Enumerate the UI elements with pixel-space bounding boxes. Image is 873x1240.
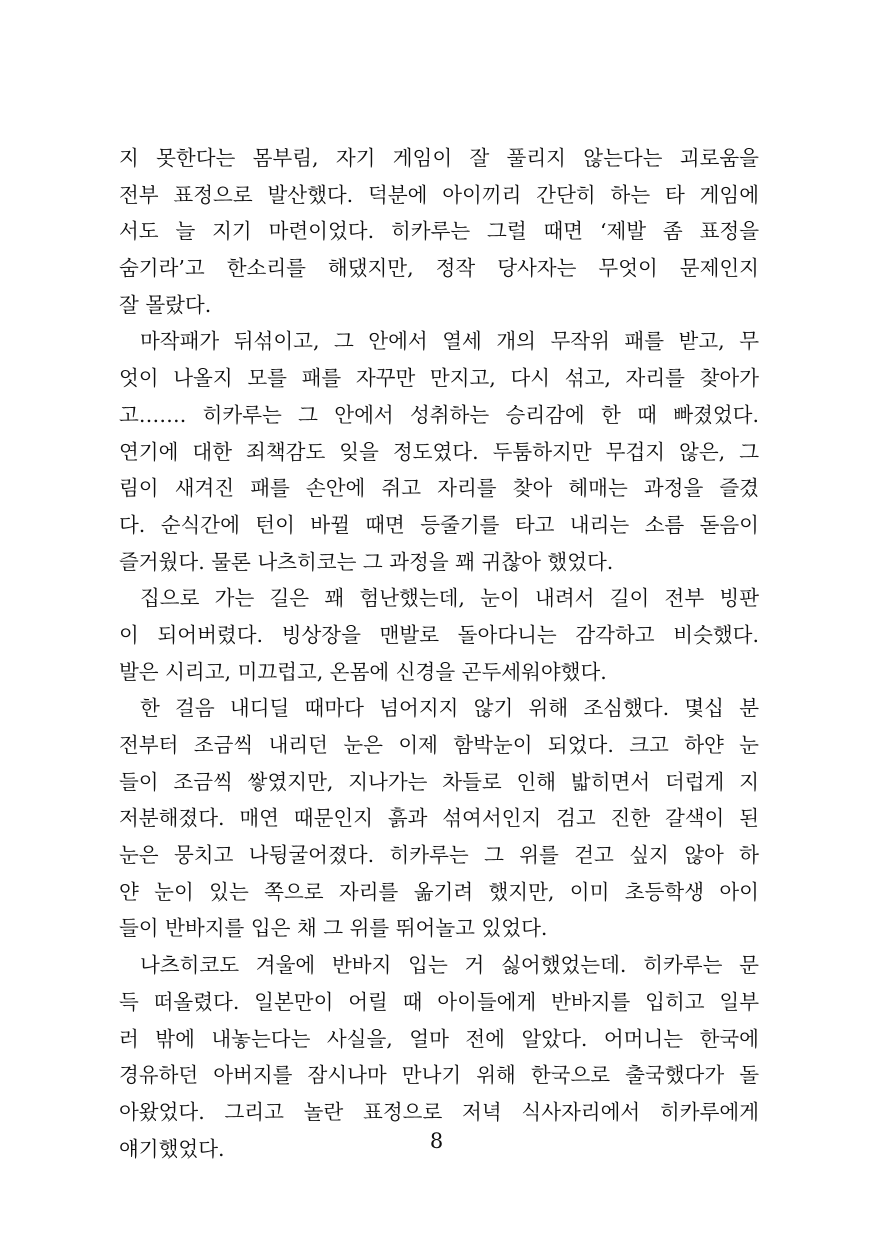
paragraph-first-line: 집으로 가는 길은 꽤 험난했는데, 눈이 내려서 길이 전부 빙판 xyxy=(140,586,759,611)
text-line: 저분해졌다. 매연 때문인지 흙과 섞여서인지 검고 진한 갈색이 된 xyxy=(119,806,759,831)
text-line: 숨기라’고 한소리를 해댔지만, 정작 당사자는 무엇이 문제인지 xyxy=(119,256,759,281)
text-line: 얘기했었다. xyxy=(119,1136,225,1161)
text-line: 눈은 뭉치고 나뒹굴어졌다. 히카루는 그 위를 걷고 싶지 않아 하 xyxy=(119,843,759,868)
text-line: 들이 조금씩 쌓였지만, 지나가는 차들로 인해 밟히면서 더럽게 지 xyxy=(119,769,759,794)
text-line: 아왔었다. 그리고 놀란 표정으로 저녁 식사자리에서 히카루에게 xyxy=(119,1099,759,1124)
text-line: 즐거웠다. 물론 나츠히코는 그 과정을 꽤 귀찮아 했었다. xyxy=(119,549,614,574)
text-line: 엇이 나올지 모를 패를 자꾸만 만지고, 다시 섞고, 자리를 찾아가 xyxy=(119,366,759,391)
text-line: 들이 반바지를 입은 채 그 위를 뛰어놀고 있었다. xyxy=(119,916,548,941)
text-line: 러 밖에 내놓는다는 사실을, 얼마 전에 알았다. 어머니는 한국에 xyxy=(119,1026,759,1051)
text-line: 전부 표정으로 발산했다. 덕분에 아이끼리 간단히 하는 타 게임에 xyxy=(119,182,759,207)
text-line: 전부터 조금씩 내리던 눈은 이제 함박눈이 되었다. 크고 하얀 눈 xyxy=(119,733,759,757)
page-number: 8 xyxy=(429,1129,444,1153)
paragraph-first-line: 한 걸음 내디딜 때마다 넘어지지 않기 위해 조심했다. 몇십 분 xyxy=(140,696,759,721)
paragraph-first-line: 나츠히코도 겨울에 반바지 입는 거 싫어했었는데. 히카루는 문 xyxy=(140,953,759,978)
text-line: 얀 눈이 있는 쪽으로 자리를 옮기려 했지만, 이미 초등학생 아이 xyxy=(119,879,759,904)
text-line: 지 못한다는 몸부림, 자기 게임이 잘 풀리지 않는다는 괴로움을 xyxy=(119,146,759,170)
text-line: 다. 순식간에 턴이 바뀔 때면 등줄기를 타고 내리는 소름 돋음이 xyxy=(119,512,759,537)
text-line: 연기에 대한 죄책감도 잊을 정도였다. 두툼하지만 무겁지 않은, 그 xyxy=(119,439,759,464)
text-line: 림이 새겨진 패를 손안에 쥐고 자리를 찾아 헤매는 과정을 즐겼 xyxy=(119,476,759,501)
paragraph-first-line: 마작패가 뒤섞이고, 그 안에서 열세 개의 무작위 패를 받고, 무 xyxy=(140,329,759,354)
body-text xyxy=(119,140,759,1167)
text-line: 이 되어버렸다. 빙상장을 맨발로 돌아다니는 감각하고 비슷했다. xyxy=(119,622,759,647)
text-line: 잘 몰랐다. xyxy=(119,292,212,317)
text-line: 고……. 히카루는 그 안에서 성취하는 승리감에 한 때 빠졌었다. xyxy=(119,402,759,427)
text-line: 득 떠올렸다. 일본만이 어릴 때 아이들에게 반바지를 입히고 일부 xyxy=(119,989,759,1014)
text-line: 경유하던 아버지를 잠시나마 만나기 위해 한국으로 출국했다가 돌 xyxy=(119,1063,759,1088)
text-line: 발은 시리고, 미끄럽고, 온몸에 신경을 곤두세워야했다. xyxy=(119,659,607,684)
text-line: 서도 늘 지기 마련이었다. 히카루는 그럴 때면 ‘제발 좀 표정을 xyxy=(119,219,759,244)
